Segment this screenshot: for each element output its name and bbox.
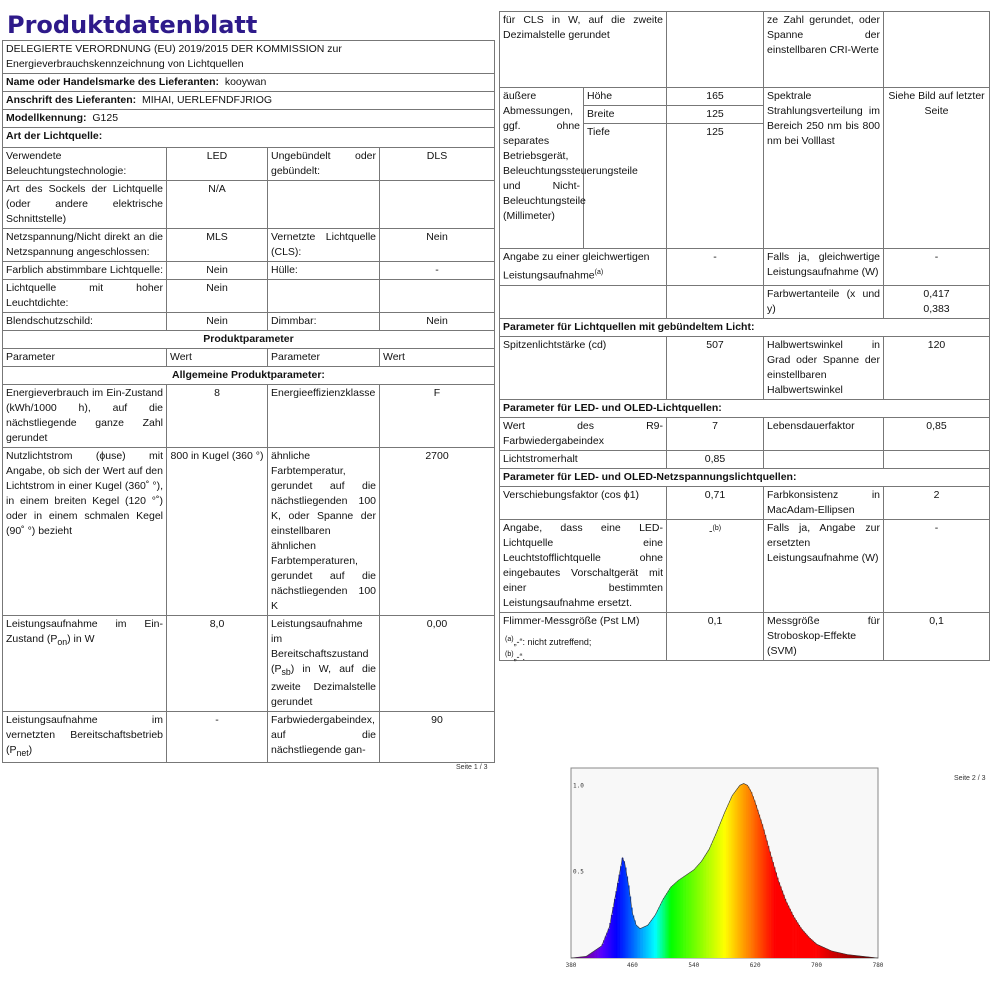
eclass-label: Energieeffizienzklasse	[268, 384, 380, 447]
equivalent-row	[500, 249, 990, 286]
flux-value: 800 in Kugel (360 °)	[167, 447, 268, 615]
params-colheader-row	[3, 348, 495, 366]
footnote-b-text: „-“.	[513, 652, 526, 662]
energy-row	[3, 384, 495, 447]
replace-value: -	[708, 525, 713, 537]
supplier-name-label: Name oder Handelsmarke des Lieferanten:	[6, 75, 219, 88]
energy-value: 8	[167, 384, 268, 447]
envelope-value: -	[380, 261, 495, 279]
flicker-label: Flimmer-Messgröße (Pst LM)	[500, 612, 667, 660]
right-datasheet-table	[499, 11, 990, 661]
cls-continued: für CLS in W, auf die zweite Dezimalstelle gerundet	[500, 12, 667, 88]
beam-value: 120	[884, 336, 990, 399]
peak-value: 507	[667, 336, 764, 399]
depth-value: 125	[667, 124, 764, 249]
highlum-value: Nein	[167, 279, 268, 312]
svm-label: Messgröße für Stroboskop-Effekte (SVM)	[764, 612, 884, 660]
page-number-1: Seite 1 / 3	[456, 764, 488, 771]
col-param-1: Parameter	[3, 348, 167, 366]
cri-continued: ze Zahl gerundet, oder Spanne der einstellbaren CRI-Werte	[764, 12, 884, 88]
power-row	[3, 615, 495, 711]
tunable-label: Farblich abstimmbare Lichtquelle:	[3, 261, 167, 279]
pon-label: Leistungsaufnahme im Ein-Zustand (P	[6, 617, 163, 645]
regulation-row	[3, 40, 495, 73]
y-tick-label: 0.5	[573, 868, 584, 876]
replace-w-label: Falls ja, Angabe zur ersetzten Leistungsaufnahme (W)	[764, 519, 884, 612]
peak-label: Spitzenlichtstärke (cd)	[500, 336, 667, 399]
col-value-2: Wert	[380, 348, 495, 366]
model-label: Modellkennung:	[6, 111, 87, 124]
dimmable-label: Dimmbar:	[268, 312, 380, 330]
footnote-a-text: „-“: nicht zutreffend;	[513, 637, 592, 647]
pnet-label: Leistungsaufnahme im vernetzten Bereitschaftsbetrieb (P	[6, 713, 163, 756]
x-tick-label: 780	[872, 962, 884, 969]
pnet-row	[3, 711, 495, 762]
disp-value: 0,71	[667, 486, 764, 519]
disp-row	[500, 486, 990, 519]
life-label: Lebensdauerfaktor	[764, 417, 884, 450]
mains-value: MLS	[167, 228, 268, 261]
height-label: Höhe	[584, 88, 667, 106]
bundled-value: DLS	[380, 147, 495, 180]
cct-label: ähnliche Farbtemperatur, gerundet auf die nächstliegenden 100 K, oder Spanne der einstellbaren ähnlichen Farbtemperaturen, gerundet auf die nächstliegenden 100 K	[268, 447, 380, 615]
macadam-value: 2	[884, 486, 990, 519]
highlum-row	[3, 279, 495, 312]
glare-value: Nein	[167, 312, 268, 330]
cri-value: 90	[380, 711, 495, 762]
maint-label: Lichtstromerhalt	[500, 450, 667, 468]
r9-label: Wert des R9-Farbwiedergabeindex	[500, 417, 667, 450]
spd-label: Spektrale Strahlungsverteilung im Bereich 250 nm bis 800 nm bei Volllast	[764, 88, 884, 249]
equiv-label: Angabe zu einer gleichwertigen Leistungsaufnahme	[503, 251, 650, 282]
chroma-label: Farbwertanteile (x und y)	[764, 285, 884, 318]
pnet-sub: net	[16, 747, 29, 758]
replace-row	[500, 519, 990, 612]
peak-row	[500, 336, 990, 399]
supplier-address: MIHAI, UERLEFNDFJRIOG	[141, 93, 273, 106]
dimensions-label: äußere Abmessungen, ggf. ohne separates Betriebsgerät, Beleuchtungssteuerungsteile und Nicht-Beleuchtungsteile (Millimeter)	[500, 88, 584, 249]
eclass-value: F	[380, 384, 495, 447]
x-tick-label: 380	[565, 962, 577, 969]
psb-label-end: ) in W, auf die zweite Dezimalstelle gerundet	[271, 662, 376, 708]
chroma-row	[500, 285, 990, 318]
col-param-2: Parameter	[268, 348, 380, 366]
mains-label: Netzspannung/Nicht direkt an die Netzspannung angeschlossen:	[3, 228, 167, 261]
lighttype-header-row	[3, 127, 495, 147]
envelope-label: Hülle:	[268, 261, 380, 279]
spd-value: Siehe Bild auf letzter Seite	[884, 88, 990, 249]
socket-label: Art des Sockels der Lichtquelle (oder andere elektrische Schnittstelle)	[3, 180, 167, 228]
pon-value: 8,0	[167, 615, 268, 711]
equiv-w-value: -	[884, 249, 990, 286]
pnet-label-end: )	[28, 743, 33, 756]
tech-value: LED	[167, 147, 268, 180]
x-tick-label: 620	[749, 962, 761, 969]
led-header-row	[500, 399, 990, 417]
footnote-b	[505, 651, 525, 662]
led-header: Parameter für LED- und OLED-Lichtquellen:	[500, 399, 990, 417]
pnet-value: -	[167, 711, 268, 762]
mains-row	[3, 228, 495, 261]
chroma-y: 0,383	[923, 302, 950, 315]
x-tick-label: 540	[688, 962, 700, 969]
life-value: 0,85	[884, 417, 990, 450]
glare-label: Blendschutzschild:	[3, 312, 167, 330]
mains-params-header: Parameter für LED- und OLED-Netzspannungslichtquellen:	[500, 468, 990, 486]
psb-label: Leistungsaufnahme im Bereitschaftszustand (P	[271, 617, 369, 675]
psb-value: 0,00	[380, 615, 495, 711]
spectral-distribution-chart	[550, 751, 890, 971]
flicker-value: 0,1	[667, 612, 764, 660]
page-title: Produktdatenblatt	[7, 11, 258, 39]
footnote-a	[505, 636, 591, 647]
x-tick-label: 700	[811, 962, 823, 969]
macadam-label: Farbkonsistenz in MacAdam-Ellipsen	[764, 486, 884, 519]
glare-row	[3, 312, 495, 330]
pon-sub: on	[57, 636, 68, 647]
dimensions-row	[500, 88, 990, 249]
supplier-address-row	[3, 91, 495, 109]
chroma-x: 0,417	[923, 287, 950, 300]
dimmable-value: Nein	[380, 312, 495, 330]
mains-header-row	[500, 468, 990, 486]
tunable-row	[3, 261, 495, 279]
replace-w-value: -	[884, 519, 990, 612]
cls-label: Vernetzte Lichtquelle (CLS):	[268, 228, 380, 261]
height-value: 165	[667, 88, 764, 106]
tunable-value: Nein	[167, 261, 268, 279]
general-header-row	[3, 366, 495, 384]
directional-header-row	[500, 318, 990, 336]
cri-label: Farbwiedergabeindex, auf die nächstliegende gan-	[268, 711, 380, 762]
r9-value: 7	[667, 417, 764, 450]
lighttype-header: Art der Lichtquelle:	[3, 127, 495, 147]
page-number-2: Seite 2 / 3	[954, 775, 986, 782]
tech-label: Verwendete Beleuchtungstechnologie:	[3, 147, 167, 180]
equiv-value: -	[667, 249, 764, 286]
continued-row	[500, 12, 990, 88]
maint-row	[500, 450, 990, 468]
psb-sub: sb	[281, 666, 291, 677]
socket-value: N/A	[167, 180, 268, 228]
params-header-row	[3, 330, 495, 348]
svm-value: 0,1	[884, 612, 990, 660]
tech-row	[3, 147, 495, 180]
equiv-sup: (a)	[594, 269, 604, 276]
model-id: G125	[92, 111, 119, 124]
left-datasheet-table	[2, 11, 495, 763]
maint-value: 0,85	[667, 450, 764, 468]
highlum-label: Lichtquelle mit hoher Leuchtdichte:	[3, 279, 167, 312]
replace-label: Angabe, dass eine LED-Lichtquelle eine Leuchtstofflichtquelle ohne eingebautes Vorschaltgerät mit einer bestimmten Leistungsaufnahme ersetzt.	[500, 519, 667, 612]
width-value: 125	[667, 106, 764, 124]
pon-label-end: ) in W	[67, 632, 95, 645]
x-tick-label: 460	[626, 962, 638, 969]
model-row	[3, 109, 495, 127]
depth-label: Tiefe	[584, 124, 667, 249]
col-value-1: Wert	[167, 348, 268, 366]
socket-row	[3, 180, 495, 228]
flux-label: Nutzlichtstrom (ϕuse) mit Angabe, ob sich der Wert auf den Lichtstrom in einer Kugel (360˚ °), in einem breiten Kegel (120 °˚) oder in einem schmalen Kegel (90˚ °) bezieht	[3, 447, 167, 615]
bundled-label: Ungebündelt oder gebündelt:	[268, 147, 380, 180]
flux-row	[3, 447, 495, 615]
params-header: Produktparameter	[3, 330, 495, 348]
cct-value: 2700	[380, 447, 495, 615]
footnote-a-mark: (a)	[505, 636, 514, 643]
width-label: Breite	[584, 106, 667, 124]
r9-row	[500, 417, 990, 450]
cls-value: Nein	[380, 228, 495, 261]
disp-label: Verschiebungsfaktor (cos ϕ1)	[500, 486, 667, 519]
supplier-address-label: Anschrift des Lieferanten:	[6, 93, 137, 106]
replace-sup: (b)	[712, 524, 722, 532]
general-header: Allgemeine Produktparameter:	[3, 366, 495, 384]
directional-header: Parameter für Lichtquellen mit gebündeltem Licht:	[500, 318, 990, 336]
y-tick-label: 1.0	[573, 782, 584, 790]
footnote-b-mark: (b)	[505, 651, 514, 658]
equiv-w-label: Falls ja, gleichwertige Leistungsaufnahme (W)	[764, 249, 884, 286]
energy-label: Energieverbrauch im Ein-Zustand (kWh/1000 h), auf die nächstliegende ganze Zahl gerundet	[3, 384, 167, 447]
supplier-name-row	[3, 73, 495, 91]
beam-label: Halbwertswinkel in Grad oder Spanne der einstellbaren Halbwertswinkel	[764, 336, 884, 399]
supplier-name: kooywan	[224, 75, 267, 88]
regulation-text: DELEGIERTE VERORDNUNG (EU) 2019/2015 DER KOMMISSION zur Energieverbrauchskennzeichnung von Lichtquellen	[3, 40, 495, 73]
